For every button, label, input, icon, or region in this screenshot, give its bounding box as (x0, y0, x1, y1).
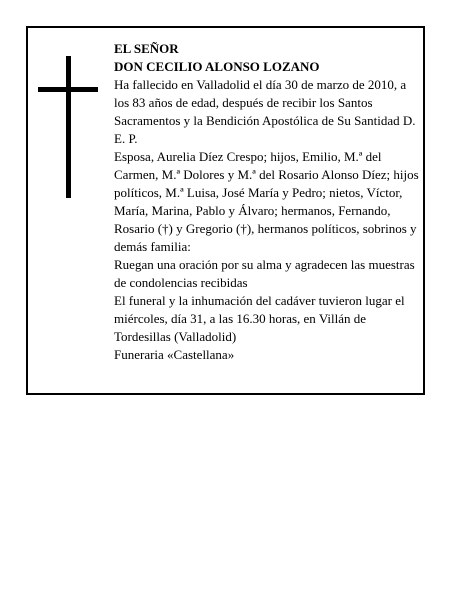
cross-icon (38, 56, 98, 198)
deceased-name: DON CECILIO ALONSO LOZANO (114, 59, 320, 74)
funeral-details: El funeral y la inhumación del cadáver tuvieron lugar el miércoles, día 31, a las 16.30 horas, en Villán de Tordesillas (Valladolid) (114, 293, 405, 344)
death-announcement: Ha fallecido en Valladolid el día 30 de marzo de 2010, a los 83 años de edad, después de recibir los Santos Sacramentos y la Bendición Apostólica de Su Santidad D. E. P. (114, 77, 416, 146)
notice-text (114, 40, 424, 364)
family-list: Esposa, Aurelia Díez Crespo; hijos, Emilio, M.ª del Carmen, M.ª Dolores y M.ª del Rosario Alonso Díez; hijos políticos, M.ª Luisa, José María y Pedro; nietos, Víctor, María, Marina, Pablo y Álvaro; hermanos, Fernando, Rosario (†) y Gregorio (†), hermanos políticos, sobrinos y demás familia: (114, 149, 419, 254)
honorific: EL SEÑOR (114, 41, 179, 56)
funeral-home: Funeraria «Castellana» (114, 347, 235, 362)
cross-vertical-bar (66, 56, 71, 198)
cross-horizontal-bar (38, 87, 98, 92)
prayer-request: Ruegan una oración por su alma y agradecen las muestras de condolencias recibidas (114, 257, 415, 290)
obituary-notice (26, 26, 425, 395)
